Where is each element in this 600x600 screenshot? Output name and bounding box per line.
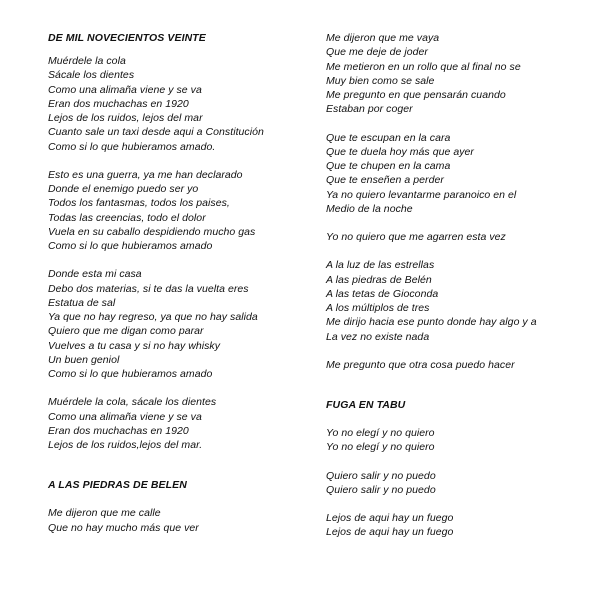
lyric-line: Que te duela hoy más que ayer xyxy=(326,145,474,158)
stanza xyxy=(48,506,300,535)
lyric-line: Ya no quiero levantarme paranoico en el xyxy=(326,188,517,201)
lyric-line: Muérdele la cola xyxy=(48,55,126,67)
lyric-line: Cuanto sale un taxi desde aqui a Constitución xyxy=(48,126,264,139)
lyric-line: Un buen geniol xyxy=(48,353,120,366)
lyric-line: Que te escupan en la cara xyxy=(326,131,451,144)
stanza xyxy=(326,358,594,372)
lyric-line: Yo no quiero que me agarren esta vez xyxy=(326,231,506,243)
lyric-line: Donde el enemigo puedo ser yo xyxy=(48,183,199,195)
lyric-line: Me dirijo hacia ese punto donde hay algo y a xyxy=(326,316,537,329)
right-column xyxy=(326,31,594,540)
song-title: A LAS PIEDRAS DE BELEN xyxy=(48,479,187,492)
lyric-line: Muy bien como se sale xyxy=(326,74,435,87)
stanza xyxy=(326,31,594,117)
lyric-line: Estaban por coger xyxy=(326,103,413,116)
stanza xyxy=(326,511,594,540)
lyric-line: Como una alimaña viene y se va xyxy=(48,83,202,96)
lyric-line: Medio de la noche xyxy=(326,202,413,215)
lyric-line: Todos los fantasmas, todos los paises, xyxy=(48,197,230,210)
left-column xyxy=(48,31,300,535)
lyric-line: Ya que no hay regreso, ya que no hay salida xyxy=(48,311,258,323)
stanza xyxy=(48,267,300,381)
song-title: DE MIL NOVECIENTOS VEINTE xyxy=(48,32,206,44)
lyric-line: Lejos de los ruidos,lejos del mar. xyxy=(48,439,203,451)
lyric-line: Quiero que me digan como parar xyxy=(48,325,204,338)
lyric-line: Esto es una guerra, ya me han declarado xyxy=(48,168,243,181)
lyric-line: Yo no elegí y no quiero xyxy=(326,441,435,454)
stanza xyxy=(326,131,594,217)
stanza xyxy=(48,54,300,154)
lyric-line: Como si lo que hubieramos amado xyxy=(48,368,213,380)
lyric-line: A las piedras de Belén xyxy=(326,273,432,286)
lyric-line: Quiero salir y no puedo xyxy=(326,483,436,496)
lyric-line: La vez no existe nada xyxy=(326,330,430,343)
lyric-line: Como si lo que hubieramos amado. xyxy=(48,140,216,153)
lyric-line: Que me deje de joder xyxy=(326,46,428,59)
lyric-line: Muérdele la cola, sácale los dientes xyxy=(48,396,217,409)
lyric-line: Me dijeron que me vaya xyxy=(326,32,440,44)
lyric-line: Todas las creencias, todo el dolor xyxy=(48,211,206,224)
lyric-line: Eran dos muchachas en 1920 xyxy=(48,424,189,437)
lyric-line: Lejos de aqui hay un fuego xyxy=(326,512,454,524)
lyric-line: A la luz de las estrellas xyxy=(326,259,435,272)
lyric-line: Me pregunto que otra cosa puedo hacer xyxy=(326,358,515,371)
stanza xyxy=(326,469,594,498)
lyric-line: Que te chupen en la cama xyxy=(326,160,451,172)
song-title: FUGA EN TABU xyxy=(326,399,406,411)
lyric-line: Sácale los dientes xyxy=(48,69,135,82)
lyric-line: Me metieron en un rollo que al final no se xyxy=(326,60,521,73)
lyric-line: Quiero salir y no puedo xyxy=(326,469,436,482)
lyric-line: Vuela en su caballo despidiendo mucho gas xyxy=(48,225,256,238)
lyric-line: Lejos de aqui hay un fuego xyxy=(326,526,454,539)
lyric-line: Me dijeron que me calle xyxy=(48,507,161,520)
stanza xyxy=(326,426,594,455)
lyric-line: Eran dos muchachas en 1920 xyxy=(48,97,189,110)
lyric-line: Me pregunto en que pensarán cuando xyxy=(326,89,506,101)
lyric-line: A los múltiplos de tres xyxy=(326,302,430,314)
lyric-line: Yo no elegí y no quiero xyxy=(326,427,435,439)
lyric-line: Que te enseñen a perder xyxy=(326,174,444,187)
stanza xyxy=(48,395,300,452)
lyric-line: Como una alimaña viene y se va xyxy=(48,410,202,423)
lyric-line: Donde esta mi casa xyxy=(48,268,142,281)
stanza xyxy=(48,168,300,254)
lyric-line: Vuelves a tu casa y si no hay whisky xyxy=(48,339,221,352)
lyric-line: Que no hay mucho más que ver xyxy=(48,521,199,534)
lyric-line: A las tetas de Gioconda xyxy=(326,287,439,300)
stanza xyxy=(326,230,594,244)
lyric-line: Estatua de sal xyxy=(48,296,116,309)
lyric-line: Lejos de los ruidos, lejos del mar xyxy=(48,112,203,124)
stanza xyxy=(326,258,594,344)
lyric-line: Como si lo que hubieramos amado xyxy=(48,240,213,252)
lyric-line: Debo dos materias, si te das la vuelta eres xyxy=(48,282,249,295)
